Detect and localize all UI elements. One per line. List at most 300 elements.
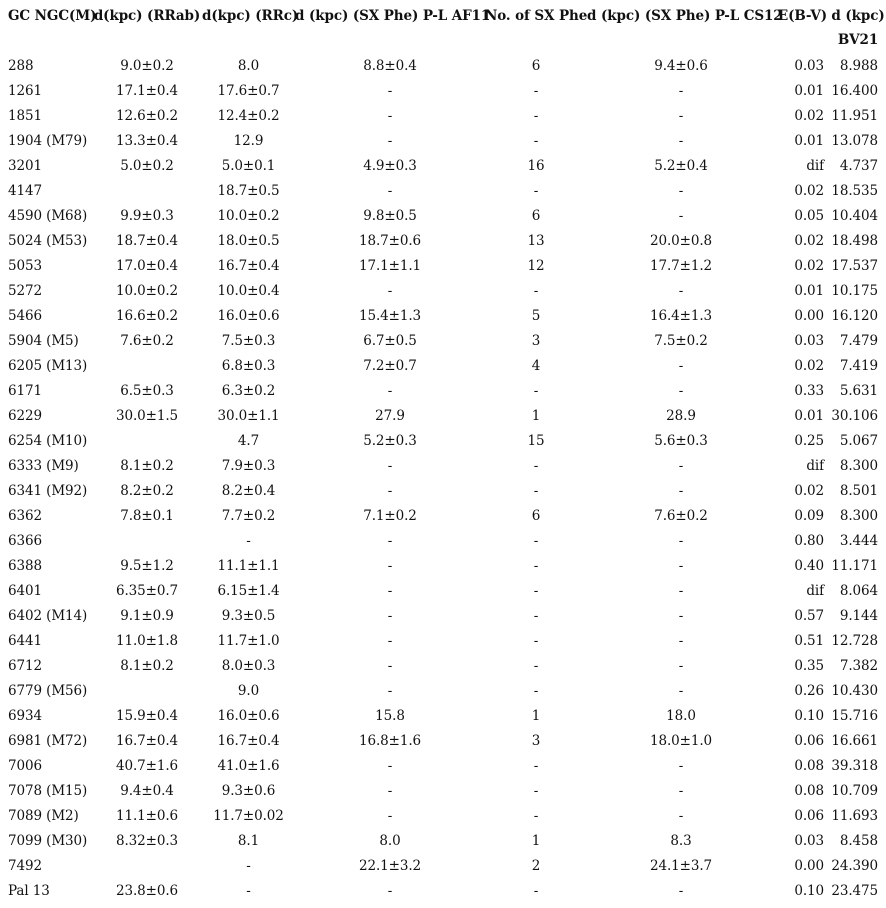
cell-ebv: 0.01 — [794, 407, 824, 424]
cell-num-sxphe: 3 — [531, 732, 541, 749]
cell-num-sxphe: 1 — [531, 832, 541, 849]
header-ebv: E(B-V) — [777, 8, 828, 24]
cell-ebv: 0.51 — [794, 632, 824, 649]
table-row — [0, 353, 886, 378]
cell-ebv: 0.06 — [794, 807, 824, 824]
cell-num-sxphe: - — [533, 532, 539, 549]
cell-d-sxphe-cs12: 9.4±0.6 — [654, 57, 708, 74]
cell-gc-name: 6934 — [8, 707, 42, 724]
cell-ebv: 0.40 — [794, 557, 824, 574]
cell-d-sxphe-af11: - — [387, 657, 393, 674]
cell-d-sxphe-af11: - — [387, 882, 393, 899]
cell-d-sxphe-cs12: 24.1±3.7 — [649, 857, 713, 874]
table-row — [0, 778, 886, 803]
cell-gc-name: 288 — [8, 57, 34, 74]
cell-d-rrab — [92, 178, 202, 203]
table-row — [0, 503, 886, 528]
cell-num-sxphe: - — [533, 382, 539, 399]
cell-d-rrab — [92, 678, 202, 703]
cell-d-sxphe-cs12: - — [678, 582, 684, 599]
cell-d-sxphe-cs12: 28.9 — [666, 407, 696, 424]
cell-d-rrab: 17.1±0.4 — [115, 82, 179, 99]
cell-ebv: 0.06 — [794, 732, 824, 749]
table-row — [0, 203, 886, 228]
cell-d-bv21: 5.067 — [839, 432, 878, 449]
cell-ebv: 0.00 — [794, 857, 824, 874]
cell-d-sxphe-af11: - — [387, 457, 393, 474]
cell-d-bv21: 8.064 — [839, 582, 878, 599]
table-row — [0, 78, 886, 103]
cell-d-sxphe-af11: - — [387, 757, 393, 774]
cell-d-bv21: 7.419 — [839, 357, 878, 374]
cell-d-sxphe-cs12: - — [678, 482, 684, 499]
cell-d-rrc: 6.3±0.2 — [221, 382, 276, 399]
cell-d-rrc: - — [246, 882, 251, 899]
cell-d-sxphe-af11: 15.4±1.3 — [358, 307, 422, 324]
cell-d-sxphe-af11: - — [387, 382, 393, 399]
cell-num-sxphe: 6 — [531, 57, 541, 74]
table-row — [0, 453, 886, 478]
cell-num-sxphe: 6 — [531, 207, 541, 224]
cell-d-bv21: 11.171 — [831, 557, 878, 574]
cell-gc-name: 6229 — [8, 407, 42, 424]
cell-d-rrc: 7.5±0.3 — [221, 332, 276, 349]
header-row — [0, 0, 886, 32]
cell-d-rrab: 8.1±0.2 — [120, 457, 174, 474]
cell-d-rrc: 4.7 — [237, 432, 260, 449]
cell-ebv: 0.57 — [794, 607, 824, 624]
cell-d-rrc: 30.0±1.1 — [217, 407, 280, 424]
cell-ebv: 0.08 — [794, 757, 824, 774]
cell-d-rrc: 9.3±0.5 — [221, 607, 276, 624]
cell-d-sxphe-af11: - — [387, 482, 393, 499]
cell-num-sxphe: 1 — [531, 707, 541, 724]
cell-d-rrab — [92, 528, 202, 553]
cell-d-rrab: 23.8±0.6 — [115, 882, 179, 899]
cell-ebv: 0.08 — [794, 782, 824, 799]
cell-gc-name: 5024 (M53) — [8, 232, 88, 249]
cell-d-bv21: 8.501 — [839, 482, 878, 499]
cell-d-sxphe-cs12: - — [678, 132, 684, 149]
cell-d-sxphe-af11: 15.8 — [375, 707, 405, 724]
cell-d-sxphe-cs12: 5.2±0.4 — [654, 157, 708, 174]
cell-d-rrc: - — [246, 857, 251, 874]
cell-d-rrab: 17.0±0.4 — [115, 257, 179, 274]
cell-gc-name: 7006 — [8, 757, 42, 774]
cell-d-bv21: 15.716 — [831, 707, 878, 724]
cell-d-rrab: 6.35±0.7 — [115, 582, 179, 599]
cell-d-sxphe-af11: - — [387, 282, 393, 299]
cell-d-sxphe-cs12: - — [678, 382, 684, 399]
cell-num-sxphe: 2 — [531, 857, 541, 874]
cell-d-rrab: 11.0±1.8 — [115, 632, 179, 649]
cell-gc-name: 5053 — [8, 257, 42, 274]
cell-d-bv21: 10.430 — [831, 682, 878, 699]
cell-d-rrab: 7.6±0.2 — [120, 332, 174, 349]
cell-d-bv21: 10.404 — [831, 207, 878, 224]
cell-d-sxphe-cs12: - — [678, 882, 684, 899]
cell-d-rrab: 12.6±0.2 — [115, 107, 179, 124]
cell-d-sxphe-cs12: 7.6±0.2 — [654, 507, 708, 524]
cell-num-sxphe: 1 — [531, 407, 541, 424]
cell-d-rrab: 18.7±0.4 — [115, 232, 179, 249]
cell-gc-name: 5466 — [8, 307, 42, 324]
cell-d-sxphe-af11: 7.1±0.2 — [363, 507, 417, 524]
cell-ebv: 0.05 — [794, 207, 824, 224]
cell-d-bv21: 16.400 — [831, 82, 878, 99]
cell-ebv: 0.02 — [794, 357, 824, 374]
cell-gc-name: 1261 — [8, 82, 42, 99]
cell-num-sxphe: - — [533, 182, 539, 199]
cell-gc-name: 4147 — [8, 182, 42, 199]
cell-d-rrab: 9.9±0.3 — [120, 207, 174, 224]
cell-d-sxphe-cs12: - — [678, 457, 684, 474]
cell-d-rrc: 12.4±0.2 — [217, 107, 280, 124]
cell-d-bv21: 39.318 — [831, 757, 878, 774]
cell-gc-name: 6254 (M10) — [8, 432, 88, 449]
header-gc-ngc: GC NGC(M) — [8, 8, 97, 24]
cell-gc-name: 7089 (M2) — [8, 807, 79, 824]
cell-gc-name: 4590 (M68) — [8, 207, 88, 224]
cell-num-sxphe: 15 — [527, 432, 545, 449]
table-row — [0, 428, 886, 453]
cell-d-sxphe-af11: - — [387, 582, 393, 599]
table-row — [0, 253, 886, 278]
cell-d-bv21: 5.631 — [839, 382, 878, 399]
table-row — [0, 328, 886, 353]
cell-d-sxphe-cs12: 5.6±0.3 — [654, 432, 708, 449]
cell-gc-name: 5904 (M5) — [8, 332, 79, 349]
cell-d-rrc: 6.8±0.3 — [221, 357, 276, 374]
cell-d-sxphe-cs12: - — [678, 632, 684, 649]
cell-d-rrab: 10.0±0.2 — [115, 282, 179, 299]
cell-d-bv21: 16.661 — [831, 732, 878, 749]
header-d-rrc: d(kpc) (RRc) — [202, 8, 299, 24]
cell-d-rrab: 8.1±0.2 — [120, 657, 174, 674]
cell-d-rrc: 16.0±0.6 — [217, 307, 280, 324]
cell-d-sxphe-af11: - — [387, 682, 393, 699]
cell-d-rrab: 16.7±0.4 — [115, 732, 179, 749]
cell-d-rrc: - — [246, 532, 251, 549]
cell-d-bv21: 10.175 — [831, 282, 878, 299]
cell-d-rrc: 17.6±0.7 — [217, 82, 280, 99]
cell-d-bv21: 30.106 — [831, 407, 878, 424]
table-row — [0, 403, 886, 428]
cell-d-bv21: 17.537 — [831, 257, 878, 274]
table-row — [0, 878, 886, 903]
cell-d-bv21: 24.390 — [831, 857, 878, 874]
cell-num-sxphe: - — [533, 557, 539, 574]
cell-d-rrab: 8.2±0.2 — [120, 482, 174, 499]
table-row — [0, 678, 886, 703]
cell-d-rrc: 8.2±0.4 — [221, 482, 276, 499]
cell-d-rrab: 9.1±0.9 — [120, 607, 174, 624]
cell-d-bv21: 11.693 — [831, 807, 878, 824]
table-row — [0, 528, 886, 553]
cell-d-sxphe-af11: 6.7±0.5 — [363, 332, 417, 349]
cell-d-bv21: 13.078 — [831, 132, 878, 149]
cell-d-bv21: 7.382 — [839, 657, 878, 674]
header-d-sxphe-cs12: d (kpc) (SX Phe) P-L CS12 — [587, 8, 783, 24]
cell-gc-name: 6333 (M9) — [8, 457, 79, 474]
cell-d-sxphe-cs12: - — [678, 82, 684, 99]
cell-num-sxphe: - — [533, 657, 539, 674]
cell-gc-name: 6366 — [8, 532, 42, 549]
cell-d-sxphe-cs12: 18.0 — [666, 707, 696, 724]
cell-ebv: 0.10 — [794, 882, 824, 899]
cell-num-sxphe: - — [533, 782, 539, 799]
cell-num-sxphe: - — [533, 282, 539, 299]
cell-d-sxphe-cs12: 16.4±1.3 — [649, 307, 713, 324]
cell-d-rrc: 11.1±1.1 — [217, 557, 280, 574]
cell-d-sxphe-cs12: 20.0±0.8 — [649, 232, 713, 249]
cell-num-sxphe: - — [533, 882, 539, 899]
cell-gc-name: 6341 (M92) — [8, 482, 88, 499]
cell-d-rrc: 11.7±0.02 — [213, 807, 284, 824]
cell-d-sxphe-af11: - — [387, 107, 393, 124]
cell-d-rrc: 12.9 — [233, 132, 264, 149]
table-row — [0, 178, 886, 203]
cell-d-sxphe-af11: - — [387, 557, 393, 574]
cell-num-sxphe: 4 — [531, 357, 541, 374]
cell-ebv: 0.25 — [794, 432, 824, 449]
cell-ebv: 0.80 — [794, 532, 824, 549]
header-bv21-label: BV21 — [837, 32, 879, 48]
cell-d-rrab: 5.0±0.2 — [120, 157, 174, 174]
cell-num-sxphe: - — [533, 107, 539, 124]
table-row — [0, 378, 886, 403]
cell-d-rrc: 11.7±1.0 — [217, 632, 280, 649]
cell-d-sxphe-af11: 16.8±1.6 — [358, 732, 422, 749]
cell-gc-name: 7492 — [8, 857, 42, 874]
cell-num-sxphe: 5 — [531, 307, 541, 324]
cell-d-sxphe-af11: - — [387, 132, 393, 149]
cell-d-sxphe-af11: - — [387, 182, 393, 199]
cell-d-sxphe-cs12: - — [678, 357, 684, 374]
cell-d-rrab: 16.6±0.2 — [115, 307, 179, 324]
table-row — [0, 153, 886, 178]
table-row — [0, 128, 886, 153]
cell-num-sxphe: - — [533, 607, 539, 624]
cell-d-sxphe-cs12: - — [678, 532, 684, 549]
cell-d-sxphe-af11: 18.7±0.6 — [358, 232, 422, 249]
cell-gc-name: 6388 — [8, 557, 42, 574]
cell-num-sxphe: - — [533, 632, 539, 649]
cell-d-rrc: 41.0±1.6 — [217, 757, 280, 774]
cell-d-rrab: 6.5±0.3 — [120, 382, 174, 399]
cell-d-bv21: 16.120 — [831, 307, 878, 324]
table-row — [0, 603, 886, 628]
cell-d-rrc: 10.0±0.4 — [217, 282, 280, 299]
cell-d-bv21: 12.728 — [831, 632, 878, 649]
cell-num-sxphe: 13 — [527, 232, 545, 249]
cell-d-rrab: 9.5±1.2 — [120, 557, 174, 574]
cell-d-sxphe-cs12: - — [678, 807, 684, 824]
cell-d-bv21: 3.444 — [839, 532, 878, 549]
cell-ebv: 0.00 — [794, 307, 824, 324]
table-row — [0, 478, 886, 503]
cell-d-sxphe-af11: - — [387, 607, 393, 624]
cell-d-rrc: 10.0±0.2 — [217, 207, 280, 224]
cell-gc-name: 6362 — [8, 507, 42, 524]
cell-d-sxphe-af11: 5.2±0.3 — [363, 432, 417, 449]
cell-ebv: 0.35 — [794, 657, 824, 674]
cell-d-sxphe-cs12: - — [678, 282, 684, 299]
cell-gc-name: 6171 — [8, 382, 42, 399]
cell-d-sxphe-cs12: - — [678, 607, 684, 624]
cell-d-bv21: 8.458 — [839, 832, 878, 849]
cell-d-sxphe-af11: 27.9 — [375, 407, 405, 424]
cell-d-sxphe-af11: 7.2±0.7 — [363, 357, 417, 374]
cell-d-sxphe-cs12: - — [678, 757, 684, 774]
cell-d-rrab: 7.8±0.1 — [120, 507, 174, 524]
cell-gc-name: 6402 (M14) — [8, 607, 88, 624]
cell-d-sxphe-cs12: - — [678, 782, 684, 799]
cell-gc-name: 7078 (M15) — [8, 782, 88, 799]
cell-d-sxphe-af11: - — [387, 632, 393, 649]
cell-gc-name: 6779 (M56) — [8, 682, 88, 699]
cell-num-sxphe: - — [533, 807, 539, 824]
table-row — [0, 628, 886, 653]
cell-ebv: 0.03 — [794, 832, 824, 849]
cell-d-bv21: 9.144 — [839, 607, 878, 624]
cell-gc-name: 3201 — [8, 157, 42, 174]
cell-d-rrc: 7.9±0.3 — [221, 457, 276, 474]
cell-d-rrc: 18.7±0.5 — [217, 182, 280, 199]
cell-d-rrc: 16.7±0.4 — [217, 257, 280, 274]
cell-ebv: 0.09 — [794, 507, 824, 524]
cell-d-rrc: 8.1 — [237, 832, 260, 849]
cell-d-sxphe-cs12: - — [678, 207, 684, 224]
cell-num-sxphe: 12 — [527, 257, 545, 274]
table-row — [0, 553, 886, 578]
cell-d-bv21: 8.300 — [839, 507, 878, 524]
cell-gc-name: 5272 — [8, 282, 42, 299]
cell-gc-name: Pal 13 — [8, 882, 50, 899]
cell-gc-name: 6712 — [8, 657, 42, 674]
cell-ebv: dif — [806, 582, 824, 599]
cell-num-sxphe: 6 — [531, 507, 541, 524]
header-num-sxphe: No. of SX Phe — [485, 8, 588, 24]
cell-num-sxphe: - — [533, 582, 539, 599]
cell-d-sxphe-af11: 4.9±0.3 — [363, 157, 417, 174]
table-row — [0, 303, 886, 328]
cell-gc-name: 1904 (M79) — [8, 132, 88, 149]
cell-d-bv21: 4.737 — [839, 157, 878, 174]
cell-num-sxphe: 16 — [527, 157, 545, 174]
header-d-sxphe-af11: d (kpc) (SX Phe) P-L AF11 — [295, 8, 491, 24]
cell-d-sxphe-cs12: 18.0±1.0 — [649, 732, 713, 749]
cell-ebv: 0.01 — [794, 82, 824, 99]
cell-ebv: 0.33 — [794, 382, 824, 399]
cell-ebv: 0.02 — [794, 482, 824, 499]
cell-d-bv21: 18.498 — [831, 232, 878, 249]
cell-d-sxphe-cs12: - — [678, 107, 684, 124]
cell-d-sxphe-cs12: - — [678, 182, 684, 199]
table-row — [0, 228, 886, 253]
cell-d-sxphe-af11: 17.1±1.1 — [358, 257, 422, 274]
cell-d-sxphe-af11: 9.8±0.5 — [363, 207, 417, 224]
table-row — [0, 753, 886, 778]
header-subrow — [0, 32, 886, 53]
cell-gc-name: 1851 — [8, 107, 42, 124]
cell-gc-name: 6401 — [8, 582, 42, 599]
cell-ebv: dif — [806, 457, 824, 474]
cell-d-rrc: 8.0±0.3 — [221, 657, 276, 674]
cell-gc-name: 6205 (M13) — [8, 357, 88, 374]
cell-d-sxphe-cs12: - — [678, 657, 684, 674]
cell-d-rrc: 9.3±0.6 — [221, 782, 276, 799]
cell-d-bv21: 11.951 — [831, 107, 878, 124]
cell-ebv: 0.03 — [794, 57, 824, 74]
cell-d-rrc: 6.15±1.4 — [217, 582, 280, 599]
cell-d-sxphe-af11: - — [387, 807, 393, 824]
cell-d-sxphe-af11: 8.8±0.4 — [363, 57, 417, 74]
cell-d-rrc: 7.7±0.2 — [221, 507, 276, 524]
cell-d-rrab: 30.0±1.5 — [115, 407, 179, 424]
cell-d-sxphe-cs12: 17.7±1.2 — [649, 257, 713, 274]
table-row — [0, 828, 886, 853]
cell-num-sxphe: - — [533, 82, 539, 99]
cell-d-rrab: 13.3±0.4 — [115, 132, 179, 149]
cell-d-sxphe-af11: - — [387, 532, 393, 549]
cell-d-rrab: 9.0±0.2 — [120, 57, 174, 74]
cell-num-sxphe: - — [533, 682, 539, 699]
cell-d-rrab — [92, 853, 202, 878]
cell-d-rrab: 9.4±0.4 — [120, 782, 174, 799]
cell-num-sxphe: 3 — [531, 332, 541, 349]
cell-d-sxphe-af11: - — [387, 82, 393, 99]
table-row — [0, 53, 886, 78]
table-row — [0, 578, 886, 603]
cell-d-bv21: 7.479 — [839, 332, 878, 349]
table-row — [0, 103, 886, 128]
cell-ebv: 0.02 — [794, 232, 824, 249]
cell-ebv: 0.02 — [794, 107, 824, 124]
table-row — [0, 853, 886, 878]
table-body — [0, 53, 886, 903]
cell-d-rrc: 5.0±0.1 — [221, 157, 276, 174]
cell-d-bv21: 8.300 — [839, 457, 878, 474]
cell-d-rrab: 8.32±0.3 — [115, 832, 179, 849]
header-d-rrab: d(kpc) (RRab) — [93, 8, 201, 24]
table-row — [0, 728, 886, 753]
cell-d-rrc: 16.0±0.6 — [217, 707, 280, 724]
cell-d-sxphe-cs12: - — [678, 682, 684, 699]
cell-ebv: 0.02 — [794, 182, 824, 199]
cell-d-sxphe-af11: 22.1±3.2 — [358, 857, 422, 874]
cell-gc-name: 6981 (M72) — [8, 732, 88, 749]
cell-d-sxphe-af11: 8.0 — [379, 832, 401, 849]
cell-d-sxphe-cs12: 8.3 — [670, 832, 692, 849]
cell-d-rrc: 8.0 — [237, 57, 260, 74]
cell-ebv: 0.03 — [794, 332, 824, 349]
cell-d-rrc: 18.0±0.5 — [217, 232, 280, 249]
table-row — [0, 803, 886, 828]
cell-d-sxphe-cs12: - — [678, 557, 684, 574]
cell-gc-name: 6441 — [8, 632, 42, 649]
cell-ebv: 0.01 — [794, 132, 824, 149]
cell-d-rrab: 40.7±1.6 — [115, 757, 179, 774]
cell-d-bv21: 23.475 — [831, 882, 878, 899]
table-row — [0, 653, 886, 678]
cell-num-sxphe: - — [533, 757, 539, 774]
cell-gc-name: 7099 (M30) — [8, 832, 88, 849]
cell-ebv: 0.10 — [794, 707, 824, 724]
cell-d-bv21: 10.709 — [831, 782, 878, 799]
cell-d-rrab — [92, 428, 202, 453]
cell-d-bv21: 8.988 — [839, 57, 878, 74]
